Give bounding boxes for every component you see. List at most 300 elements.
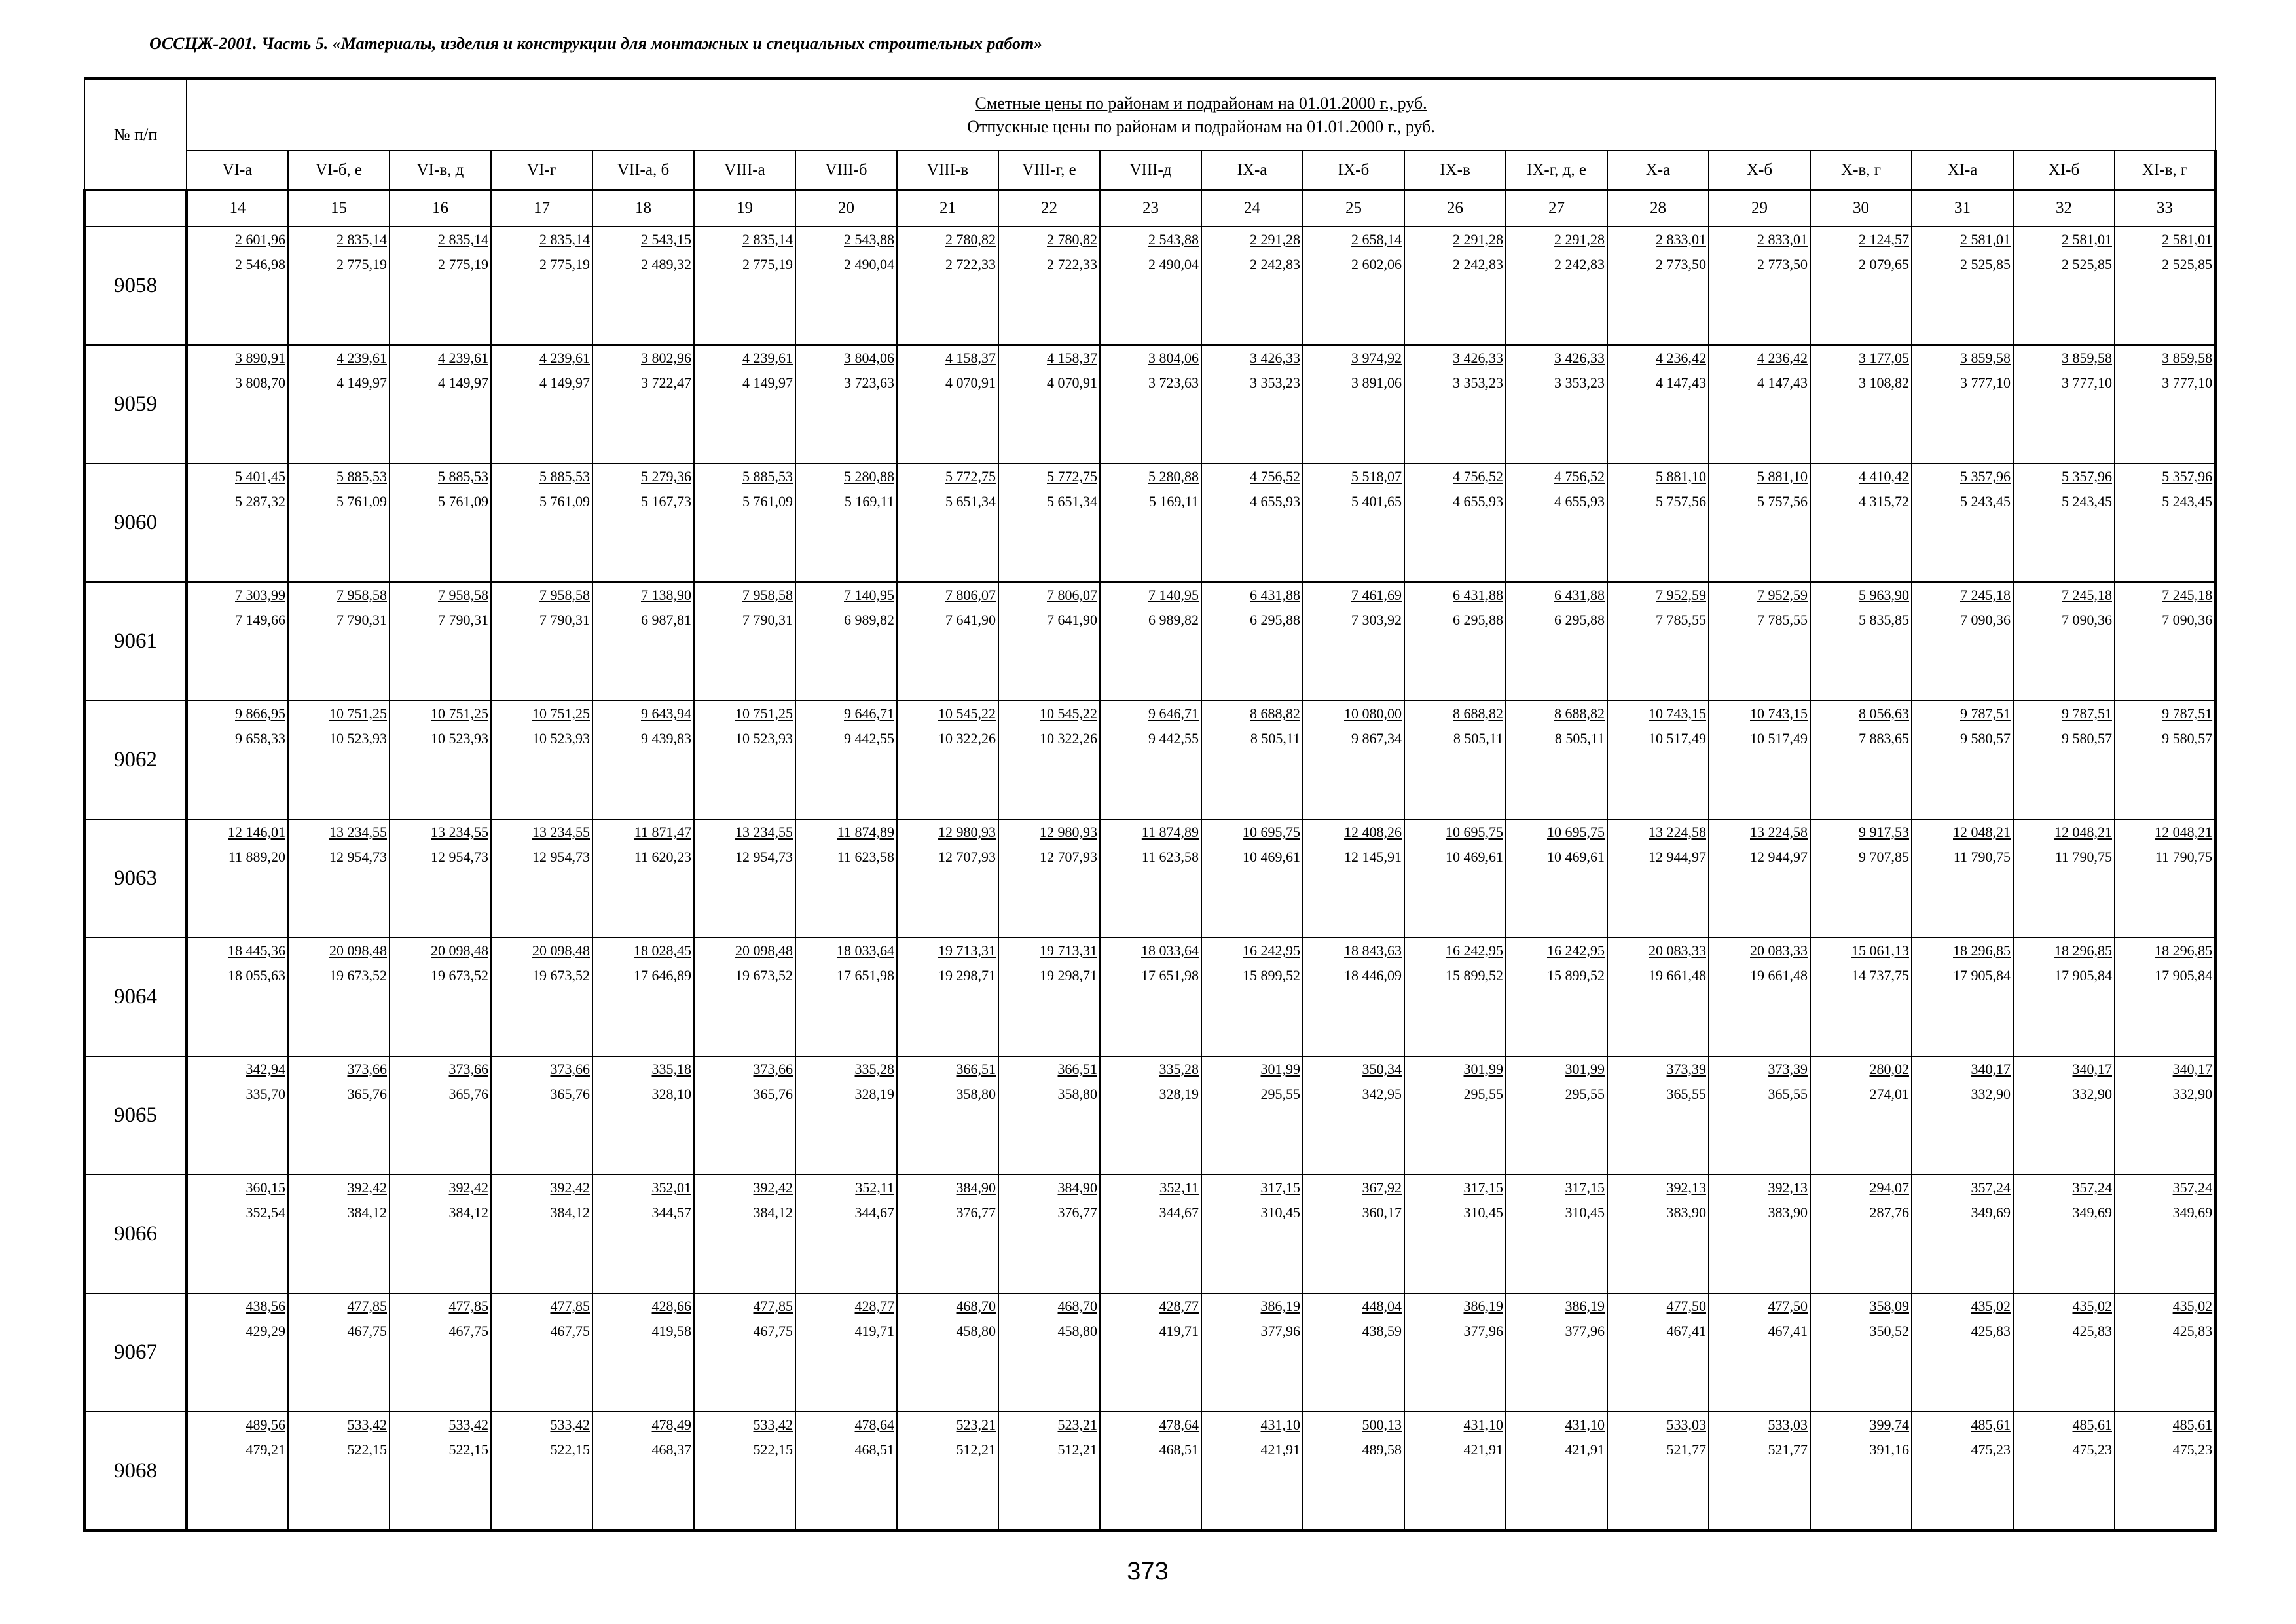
price-cell xyxy=(795,1293,897,1412)
price-cell xyxy=(491,345,592,464)
price-cell xyxy=(592,819,694,938)
price-cell xyxy=(1912,701,2013,819)
release-price: 365,76 xyxy=(550,1086,590,1102)
release-price: 9 580,57 xyxy=(1960,730,2011,747)
release-price: 15 899,52 xyxy=(1547,967,1605,984)
price-cell xyxy=(2115,227,2215,345)
release-price: 12 707,93 xyxy=(938,849,996,865)
estimate-price: 5 357,96 xyxy=(2062,468,2112,485)
price-cell xyxy=(1810,582,1912,701)
price-cell xyxy=(1810,938,1912,1056)
estimate-price: 12 048,21 xyxy=(2054,824,2112,840)
page-number: 373 xyxy=(1127,1558,1169,1585)
release-price: 4 070,91 xyxy=(945,375,996,391)
release-price: 12 954,73 xyxy=(431,849,488,865)
estimate-price: 5 885,53 xyxy=(742,468,793,485)
release-price: 4 070,91 xyxy=(1047,375,1097,391)
estimate-price: 399,74 xyxy=(1869,1416,1909,1433)
price-cell xyxy=(187,938,288,1056)
estimate-price: 352,11 xyxy=(1159,1179,1199,1196)
region-header: IX-г, д, е xyxy=(1506,151,1607,190)
release-price: 2 525,85 xyxy=(1960,256,2011,272)
release-price: 6 989,82 xyxy=(844,612,894,628)
price-cell xyxy=(1607,464,1709,582)
estimate-price: 350,34 xyxy=(1362,1061,1402,1077)
estimate-price: 2 543,15 xyxy=(641,231,691,248)
release-price: 295,55 xyxy=(1463,1086,1503,1102)
price-cell xyxy=(1100,227,1201,345)
release-price: 2 242,83 xyxy=(1554,256,1605,272)
price-cell xyxy=(694,938,795,1056)
price-cell xyxy=(2013,345,2115,464)
release-price: 521,77 xyxy=(1666,1441,1706,1458)
price-cell xyxy=(1100,1056,1201,1175)
table-row xyxy=(84,227,2215,345)
estimate-price: 10 695,75 xyxy=(1243,824,1300,840)
column-number: 22 xyxy=(998,190,1100,227)
release-price: 9 867,34 xyxy=(1351,730,1402,747)
estimate-price: 12 980,93 xyxy=(938,824,996,840)
price-cell xyxy=(592,464,694,582)
release-price: 512,21 xyxy=(1057,1441,1097,1458)
price-cell xyxy=(1404,819,1506,938)
release-price: 358,80 xyxy=(956,1086,996,1102)
price-cell xyxy=(592,1175,694,1293)
release-price: 7 641,90 xyxy=(945,612,996,628)
price-cell xyxy=(390,1412,491,1530)
price-cell xyxy=(1912,227,2013,345)
price-cell xyxy=(795,464,897,582)
price-cell xyxy=(1607,1412,1709,1530)
release-price: 6 987,81 xyxy=(641,612,691,628)
release-price: 18 055,63 xyxy=(228,967,285,984)
release-price: 3 723,63 xyxy=(844,375,894,391)
price-cell xyxy=(390,345,491,464)
estimate-price: 7 806,07 xyxy=(1047,587,1097,603)
release-price: 17 651,98 xyxy=(1141,967,1199,984)
column-number: 21 xyxy=(897,190,998,227)
price-cell xyxy=(897,701,998,819)
release-price: 328,19 xyxy=(1159,1086,1199,1102)
region-header: X-в, г xyxy=(1810,151,1912,190)
column-number: 16 xyxy=(390,190,491,227)
price-cell xyxy=(1506,819,1607,938)
estimate-price: 6 431,88 xyxy=(1554,587,1605,603)
release-price: 468,51 xyxy=(1159,1441,1199,1458)
price-cell xyxy=(998,1175,1100,1293)
price-cell xyxy=(1201,938,1303,1056)
price-cell xyxy=(187,819,288,938)
release-price: 17 651,98 xyxy=(837,967,894,984)
estimate-price: 428,77 xyxy=(854,1298,894,1314)
release-price: 9 439,83 xyxy=(641,730,691,747)
release-price: 5 169,11 xyxy=(844,493,894,509)
estimate-price: 435,02 xyxy=(2172,1298,2213,1314)
estimate-price: 9 787,51 xyxy=(2162,705,2213,722)
release-price: 2 722,33 xyxy=(1047,256,1097,272)
price-cell xyxy=(795,1056,897,1175)
price-cell xyxy=(1303,701,1404,819)
estimate-price: 2 581,01 xyxy=(1960,231,2011,248)
price-cell xyxy=(592,938,694,1056)
release-price: 467,75 xyxy=(753,1323,793,1339)
price-cell xyxy=(288,345,390,464)
estimate-price: 9 787,51 xyxy=(2062,705,2112,722)
estimate-price: 294,07 xyxy=(1869,1179,1909,1196)
price-cell xyxy=(1506,345,1607,464)
price-cell xyxy=(187,345,288,464)
release-price: 7 883,65 xyxy=(1859,730,1909,747)
release-price: 458,80 xyxy=(1057,1323,1097,1339)
estimate-price: 373,66 xyxy=(448,1061,488,1077)
estimate-price: 3 804,06 xyxy=(1148,350,1199,366)
release-price: 5 287,32 xyxy=(235,493,285,509)
price-cell xyxy=(2013,701,2115,819)
release-price: 344,57 xyxy=(651,1204,691,1221)
estimate-price: 2 835,14 xyxy=(337,231,387,248)
release-price: 5 243,45 xyxy=(1960,493,2011,509)
price-cell xyxy=(2115,1056,2215,1175)
release-price: 2 546,98 xyxy=(235,256,285,272)
estimate-price: 357,24 xyxy=(2172,1179,2213,1196)
release-price: 467,75 xyxy=(550,1323,590,1339)
estimate-price: 10 743,15 xyxy=(1750,705,1808,722)
price-cell xyxy=(1607,701,1709,819)
table-row xyxy=(84,1056,2215,1175)
estimate-price: 448,04 xyxy=(1362,1298,1402,1314)
release-price: 377,96 xyxy=(1260,1323,1300,1339)
release-price: 384,12 xyxy=(448,1204,488,1221)
estimate-price: 342,94 xyxy=(246,1061,285,1077)
release-price: 12 145,91 xyxy=(1344,849,1402,865)
price-cell xyxy=(1912,819,2013,938)
estimate-prices-title: Сметные цены по районам и подрайонам на 01.01.2000 г., руб. xyxy=(975,93,1427,113)
estimate-price: 428,66 xyxy=(651,1298,691,1314)
release-price: 17 905,84 xyxy=(1953,967,2011,984)
price-cell xyxy=(1810,701,1912,819)
item-number: 9062 xyxy=(84,701,187,819)
estimate-price: 2 601,96 xyxy=(235,231,285,248)
price-cell xyxy=(998,819,1100,938)
estimate-price: 10 743,15 xyxy=(1649,705,1706,722)
estimate-price: 477,85 xyxy=(347,1298,387,1314)
price-cell xyxy=(795,227,897,345)
estimate-price: 533,03 xyxy=(1666,1416,1706,1433)
estimate-price: 373,39 xyxy=(1768,1061,1808,1077)
price-cell xyxy=(592,582,694,701)
estimate-price: 3 804,06 xyxy=(844,350,894,366)
estimate-price: 18 033,64 xyxy=(837,942,894,959)
column-number: 31 xyxy=(1912,190,2013,227)
estimate-price: 7 138,90 xyxy=(641,587,691,603)
price-cell xyxy=(897,938,998,1056)
release-price: 310,45 xyxy=(1463,1204,1503,1221)
price-cell xyxy=(288,1412,390,1530)
estimate-price: 366,51 xyxy=(1057,1061,1097,1077)
price-cell xyxy=(1100,938,1201,1056)
price-cell xyxy=(1100,1412,1201,1530)
release-price: 7 790,31 xyxy=(742,612,793,628)
release-price: 344,67 xyxy=(1159,1204,1199,1221)
estimate-price: 9 917,53 xyxy=(1859,824,1909,840)
price-cell xyxy=(1709,582,1810,701)
release-price: 3 777,10 xyxy=(1960,375,2011,391)
release-price: 5 167,73 xyxy=(641,493,691,509)
price-cell xyxy=(491,701,592,819)
release-price: 10 517,49 xyxy=(1750,730,1808,747)
estimate-price: 18 296,85 xyxy=(2155,942,2213,959)
release-price: 475,23 xyxy=(2172,1441,2213,1458)
estimate-price: 2 780,82 xyxy=(945,231,996,248)
price-cell xyxy=(1506,1056,1607,1175)
estimate-price: 340,17 xyxy=(2072,1061,2112,1077)
price-cell xyxy=(1607,1293,1709,1412)
release-price: 3 353,23 xyxy=(1453,375,1503,391)
price-cell xyxy=(1303,819,1404,938)
price-cell xyxy=(2013,1056,2115,1175)
price-cell xyxy=(1303,582,1404,701)
release-price: 468,51 xyxy=(854,1441,894,1458)
estimate-price: 478,49 xyxy=(651,1416,691,1433)
release-price: 479,21 xyxy=(246,1441,285,1458)
region-header: XI-а xyxy=(1912,151,2013,190)
release-price: 358,80 xyxy=(1057,1086,1097,1102)
estimate-price: 13 224,58 xyxy=(1649,824,1706,840)
region-header: XI-в, г xyxy=(2115,151,2215,190)
price-cell xyxy=(1303,1175,1404,1293)
estimate-price: 301,99 xyxy=(1565,1061,1605,1077)
column-number: 29 xyxy=(1709,190,1810,227)
release-price: 10 322,26 xyxy=(1040,730,1097,747)
release-price: 7 785,55 xyxy=(1757,612,1808,628)
release-price: 19 673,52 xyxy=(735,967,793,984)
release-price: 310,45 xyxy=(1565,1204,1605,1221)
column-number: 15 xyxy=(288,190,390,227)
release-price: 14 737,75 xyxy=(1851,967,1909,984)
price-cell xyxy=(2013,464,2115,582)
release-price: 342,95 xyxy=(1362,1086,1402,1102)
estimate-price: 335,28 xyxy=(854,1061,894,1077)
price-cell xyxy=(2013,1412,2115,1530)
price-cell xyxy=(1709,819,1810,938)
price-cell xyxy=(1607,345,1709,464)
release-price: 295,55 xyxy=(1260,1086,1300,1102)
release-price: 335,70 xyxy=(246,1086,285,1102)
price-cell xyxy=(1912,938,2013,1056)
release-price: 10 523,93 xyxy=(431,730,488,747)
estimate-price: 4 239,61 xyxy=(438,350,488,366)
price-cell xyxy=(1709,345,1810,464)
release-price: 10 469,61 xyxy=(1446,849,1503,865)
estimate-price: 13 234,55 xyxy=(735,824,793,840)
release-price: 384,12 xyxy=(753,1204,793,1221)
price-cell xyxy=(187,227,288,345)
release-price: 4 655,93 xyxy=(1453,493,1503,509)
price-cell xyxy=(998,938,1100,1056)
region-header: VIII-д xyxy=(1100,151,1201,190)
estimate-price: 5 518,07 xyxy=(1351,468,1402,485)
estimate-price: 392,13 xyxy=(1768,1179,1808,1196)
price-cell xyxy=(1506,464,1607,582)
release-price: 3 891,06 xyxy=(1351,375,1402,391)
estimate-price: 3 802,96 xyxy=(641,350,691,366)
estimate-price: 9 643,94 xyxy=(641,705,691,722)
estimate-price: 335,18 xyxy=(651,1061,691,1077)
table-row xyxy=(84,345,2215,464)
estimate-price: 4 158,37 xyxy=(945,350,996,366)
price-cell xyxy=(1912,464,2013,582)
price-cell xyxy=(1810,227,1912,345)
release-price: 376,77 xyxy=(1057,1204,1097,1221)
estimate-price: 5 772,75 xyxy=(1047,468,1097,485)
release-price: 512,21 xyxy=(956,1441,996,1458)
release-price: 15 899,52 xyxy=(1243,967,1300,984)
price-cell xyxy=(897,227,998,345)
estimate-price: 11 874,89 xyxy=(1141,824,1199,840)
release-price: 425,83 xyxy=(2072,1323,2112,1339)
price-cell xyxy=(288,1056,390,1175)
release-price: 9 707,85 xyxy=(1859,849,1909,865)
estimate-price: 2 581,01 xyxy=(2162,231,2213,248)
estimate-price: 357,24 xyxy=(2072,1179,2112,1196)
price-cell xyxy=(897,582,998,701)
release-price: 377,96 xyxy=(1565,1323,1605,1339)
release-price: 2 489,32 xyxy=(641,256,691,272)
price-cell xyxy=(288,464,390,582)
region-header: VI-г xyxy=(491,151,592,190)
release-price: 11 790,75 xyxy=(1953,849,2011,865)
estimate-price: 7 958,58 xyxy=(438,587,488,603)
release-price: 383,90 xyxy=(1768,1204,1808,1221)
price-cell xyxy=(592,227,694,345)
price-cell xyxy=(1607,227,1709,345)
release-price: 4 149,97 xyxy=(438,375,488,391)
estimate-price: 9 646,71 xyxy=(1148,705,1199,722)
release-price: 4 149,97 xyxy=(539,375,590,391)
price-cell xyxy=(2013,1175,2115,1293)
estimate-price: 8 688,82 xyxy=(1453,705,1503,722)
release-price: 5 243,45 xyxy=(2162,493,2213,509)
release-price: 4 147,43 xyxy=(1656,375,1706,391)
estimate-price: 5 280,88 xyxy=(844,468,894,485)
estimate-price: 2 833,01 xyxy=(1757,231,1808,248)
estimate-price: 3 426,33 xyxy=(1453,350,1503,366)
price-cell xyxy=(288,227,390,345)
estimate-price: 4 239,61 xyxy=(742,350,793,366)
release-price: 4 149,97 xyxy=(742,375,793,391)
price-cell xyxy=(1303,1412,1404,1530)
estimate-price: 431,10 xyxy=(1260,1416,1300,1433)
release-price: 12 954,73 xyxy=(532,849,590,865)
item-number: 9058 xyxy=(84,227,187,345)
price-cell xyxy=(491,1056,592,1175)
estimate-price: 7 806,07 xyxy=(945,587,996,603)
release-price: 4 147,43 xyxy=(1757,375,1808,391)
estimate-price: 3 426,33 xyxy=(1554,350,1605,366)
estimate-price: 357,24 xyxy=(1971,1179,2011,1196)
column-number: 33 xyxy=(2115,190,2215,227)
release-price: 12 954,73 xyxy=(735,849,793,865)
estimate-price: 485,61 xyxy=(1971,1416,2011,1433)
release-price: 5 243,45 xyxy=(2062,493,2112,509)
release-price: 383,90 xyxy=(1666,1204,1706,1221)
release-price: 8 505,11 xyxy=(1250,730,1300,747)
region-header: X-б xyxy=(1709,151,1810,190)
estimate-price: 7 952,59 xyxy=(1656,587,1706,603)
item-number: 9067 xyxy=(84,1293,187,1412)
estimate-price: 18 033,64 xyxy=(1141,942,1199,959)
price-table xyxy=(83,77,2217,1532)
release-price: 3 108,82 xyxy=(1859,375,1909,391)
price-cell xyxy=(2013,819,2115,938)
estimate-price: 2 291,28 xyxy=(1250,231,1300,248)
price-cell xyxy=(897,1175,998,1293)
estimate-price: 533,42 xyxy=(550,1416,590,1433)
price-cell xyxy=(2115,1293,2215,1412)
price-cell xyxy=(998,227,1100,345)
estimate-price: 7 958,58 xyxy=(539,587,590,603)
price-cell xyxy=(288,819,390,938)
price-cell xyxy=(1404,701,1506,819)
item-number: 9059 xyxy=(84,345,187,464)
price-cell xyxy=(1709,227,1810,345)
price-cell xyxy=(288,701,390,819)
release-price: 522,15 xyxy=(753,1441,793,1458)
release-price: 11 790,75 xyxy=(2155,849,2213,865)
release-price: 15 899,52 xyxy=(1446,967,1503,984)
release-price: 10 469,61 xyxy=(1243,849,1300,865)
price-cell xyxy=(1100,701,1201,819)
release-price: 10 523,93 xyxy=(532,730,590,747)
release-price: 19 661,48 xyxy=(1750,967,1808,984)
estimate-price: 19 713,31 xyxy=(1040,942,1097,959)
release-price: 332,90 xyxy=(2172,1086,2213,1102)
release-price: 7 790,31 xyxy=(337,612,387,628)
release-price: 2 242,83 xyxy=(1453,256,1503,272)
region-header: IX-б xyxy=(1303,151,1404,190)
estimate-price: 3 859,58 xyxy=(2062,350,2112,366)
price-cell xyxy=(390,1293,491,1412)
region-header: X-а xyxy=(1607,151,1709,190)
estimate-price: 340,17 xyxy=(1971,1061,2011,1077)
estimate-price: 10 695,75 xyxy=(1547,824,1605,840)
release-price: 421,91 xyxy=(1463,1441,1503,1458)
estimate-price: 5 401,45 xyxy=(235,468,285,485)
release-price: 419,71 xyxy=(1159,1323,1199,1339)
release-price: 7 149,66 xyxy=(235,612,285,628)
release-price: 5 757,56 xyxy=(1656,493,1706,509)
estimate-price: 7 958,58 xyxy=(337,587,387,603)
release-price: 522,15 xyxy=(347,1441,387,1458)
estimate-price: 16 242,95 xyxy=(1243,942,1300,959)
release-price: 365,55 xyxy=(1768,1086,1808,1102)
estimate-price: 340,17 xyxy=(2172,1061,2213,1077)
estimate-price: 431,10 xyxy=(1463,1416,1503,1433)
release-price: 365,76 xyxy=(448,1086,488,1102)
price-cell xyxy=(2115,464,2215,582)
release-price: 11 623,58 xyxy=(837,849,894,865)
release-price: 489,58 xyxy=(1362,1441,1402,1458)
price-cell xyxy=(2013,582,2115,701)
release-price: 352,54 xyxy=(246,1204,285,1221)
release-price: 8 505,11 xyxy=(1554,730,1605,747)
page-header: ОССЦЖ-2001. Часть 5. «Материалы, изделия и конструкции для монтажных и специальных строительных работ» xyxy=(149,34,1043,53)
release-price: 19 661,48 xyxy=(1649,967,1706,984)
estimate-price: 5 279,36 xyxy=(641,468,691,485)
price-cell xyxy=(288,1175,390,1293)
estimate-price: 3 890,91 xyxy=(235,350,285,366)
price-cell xyxy=(390,819,491,938)
